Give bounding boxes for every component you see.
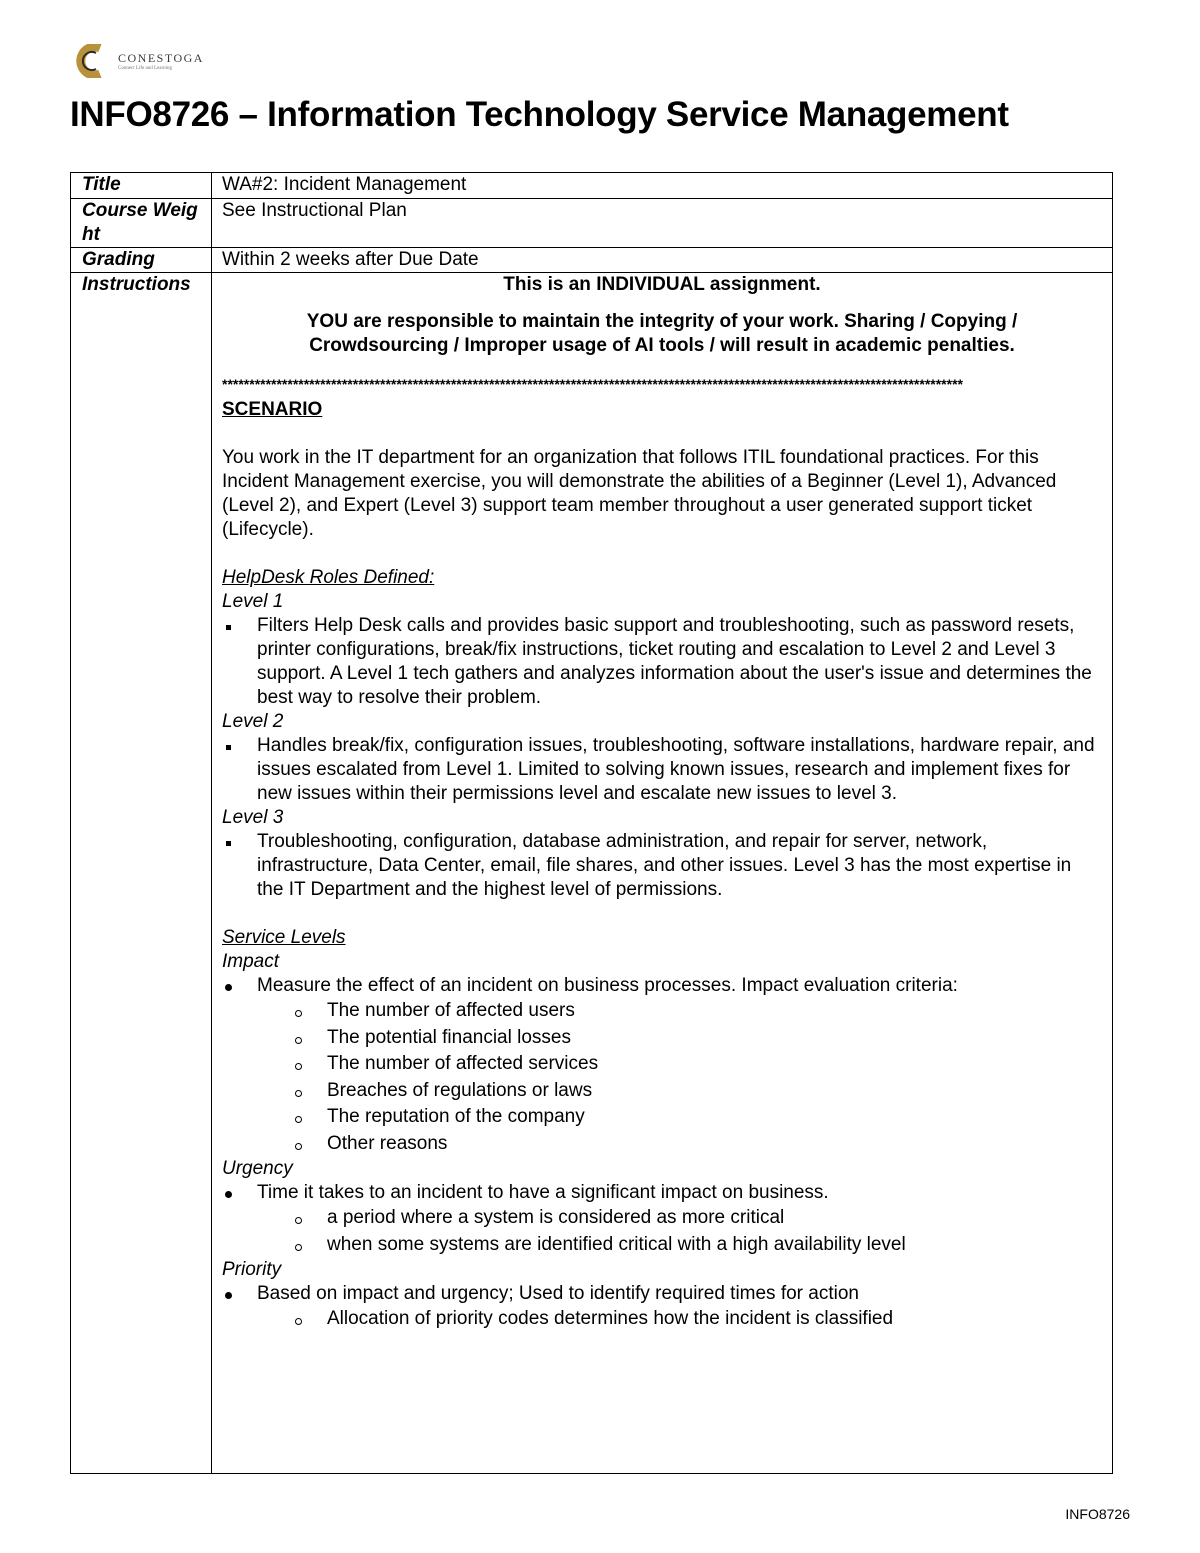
individual-notice: This is an INDIVIDUAL assignment. — [503, 274, 821, 295]
separator-stars: **************************************************************************************************************************************** — [222, 376, 963, 392]
instructions-content — [212, 273, 1113, 1474]
course-code: INFO8726 — [70, 95, 230, 134]
list-item: a period where a system is considered as more critical — [222, 1205, 1102, 1232]
title-value: WA#2: Incident Management — [212, 173, 1113, 199]
level3-label: Level 3 — [222, 807, 284, 828]
priority-criteria-list — [222, 1306, 1102, 1333]
title-label: Title — [71, 173, 212, 199]
assignment-info-table — [70, 172, 1113, 1474]
document-title — [70, 92, 1009, 138]
roles-heading: HelpDesk Roles Defined: — [222, 567, 435, 588]
course-name: – Information Technology Service Management — [229, 95, 1009, 134]
list-item: Other reasons — [222, 1131, 1102, 1158]
instructions-label: Instructions — [71, 273, 212, 1474]
level1-label: Level 1 — [222, 591, 284, 612]
scenario-text: You work in the IT department for an organization that follows ITIL foundational practices. For this Incident Management exercise, you will demonstrate the abilities of a Beginner (Level 1), Advanced (Level 2), and Expert (Level 3) support team member throughout a user generated support ticket (Lifecycle). — [222, 447, 1057, 540]
list-item: The number of affected services — [222, 1051, 1102, 1078]
priority-list — [222, 1282, 1102, 1306]
list-item: Allocation of priority codes determines how the incident is classified — [222, 1306, 1102, 1333]
list-item: Troubleshooting, configuration, database administration, and repair for server, network, infrastructure, Data Center, email, file shares, and other issues. Level 3 has the most expertise in the IT Department and the highest level of permissions. — [222, 830, 1102, 902]
list-item: The number of affected users — [222, 998, 1102, 1025]
priority-label: Priority — [222, 1259, 282, 1280]
table-row — [71, 199, 1113, 248]
impact-criteria-list — [222, 998, 1102, 1157]
footer-course-code: INFO8726 — [1065, 1506, 1130, 1522]
urgency-criteria-list — [222, 1205, 1102, 1258]
course-weight-label: Course Weight — [71, 199, 212, 248]
urgency-label: Urgency — [222, 1158, 293, 1179]
service-levels-heading: Service Levels — [222, 927, 346, 948]
list-item: Time it takes to an incident to have a significant impact on business. — [222, 1181, 1102, 1205]
logo-tagline: Connect Life and Learning — [118, 65, 173, 71]
list-item: Measure the effect of an incident on business processes. Impact evaluation criteria: — [222, 974, 1102, 998]
level1-list — [222, 614, 1102, 710]
table-row — [71, 273, 1113, 1474]
conestoga-logo — [70, 44, 204, 78]
level2-list — [222, 734, 1102, 806]
grading-label: Grading — [71, 248, 212, 273]
impact-label: Impact — [222, 951, 280, 972]
table-row — [71, 173, 1113, 199]
course-weight-value: See Instructional Plan — [212, 199, 1113, 248]
integrity-notice-line2: Crowdsourcing / Improper usage of AI tools / will result in academic penalties. — [309, 335, 1015, 356]
list-item: when some systems are identified critical with a high availability level — [222, 1232, 1102, 1259]
scenario-heading: SCENARIO — [222, 399, 323, 420]
integrity-notice-line1: YOU are responsible to maintain the integrity of your work. Sharing / Copying / — [306, 311, 1018, 332]
table-row — [71, 248, 1113, 273]
conestoga-c-icon — [70, 44, 110, 78]
list-item: Based on impact and urgency; Used to identify required times for action — [222, 1282, 1102, 1306]
list-item: Breaches of regulations or laws — [222, 1078, 1102, 1105]
grading-value: Within 2 weeks after Due Date — [212, 248, 1113, 273]
level2-label: Level 2 — [222, 711, 284, 732]
list-item: The potential financial losses — [222, 1025, 1102, 1052]
list-item: Filters Help Desk calls and provides basic support and troubleshooting, such as password resets, printer configurations, break/fix instructions, ticket routing and escalation to Level 2 and Level 3 support. A Level 1 tech gathers and analyzes information about the user's issue and determines the best way to resolve their problem. — [222, 614, 1102, 710]
urgency-list — [222, 1181, 1102, 1205]
impact-list — [222, 974, 1102, 998]
list-item: The reputation of the company — [222, 1104, 1102, 1131]
level3-list — [222, 830, 1102, 902]
list-item: Handles break/fix, configuration issues, troubleshooting, software installations, hardware repair, and issues escalated from Level 1. Limited to solving known issues, research and implement fixes for new issues within their permissions level and escalate new issues to level 3. — [222, 734, 1102, 806]
logo-name: CONESTOGA — [118, 50, 204, 65]
